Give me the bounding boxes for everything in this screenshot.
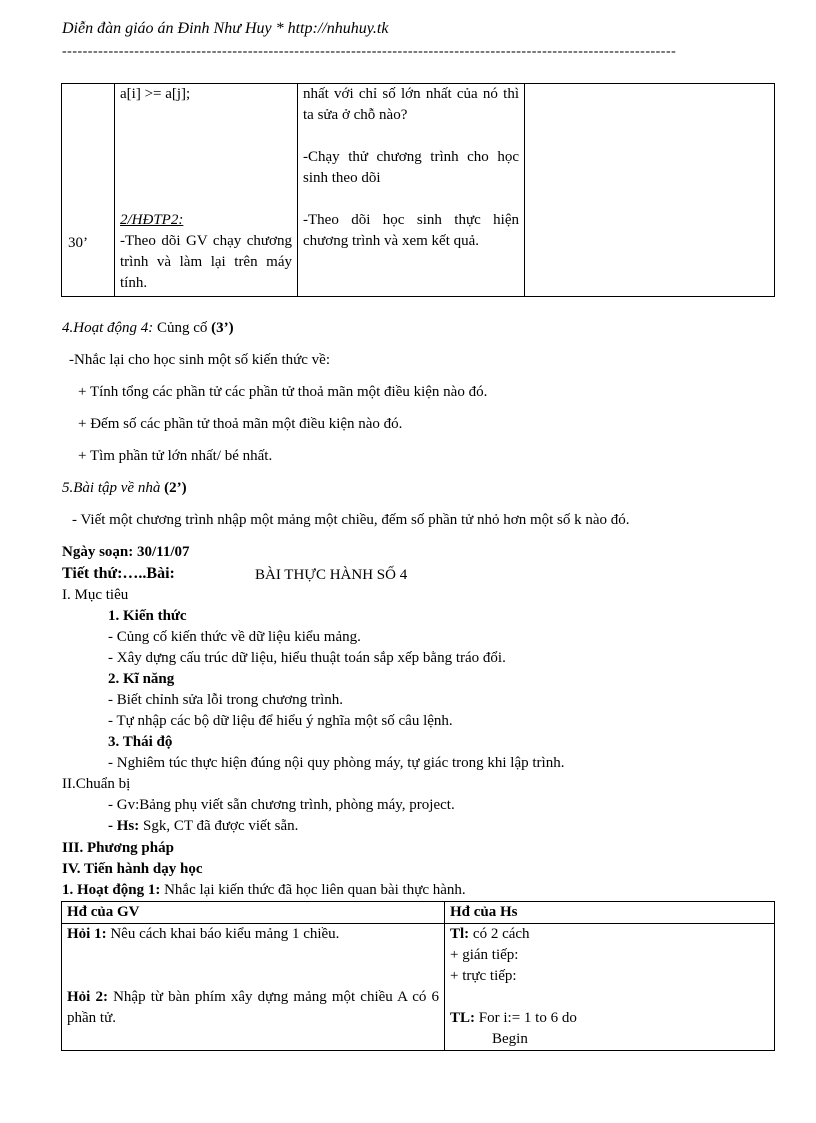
activity1-heading: 1. Hoạt động 1: Nhắc lại kiến thức đã học liên quan bài thực hành. (62, 882, 466, 898)
lesson-title: BÀI THỰC HÀNH SỐ 4 (255, 567, 408, 583)
teacher-questions-cell (62, 924, 445, 1051)
time-cell (62, 84, 115, 297)
lesson-number-label: Tiết thứ:…..Bài: (62, 565, 175, 582)
objective-item: - Củng cố kiến thức về dữ liệu kiểu mảng. (108, 629, 361, 645)
question-1: Hỏi 1: Nêu cách khai báo kiểu mảng 1 chiều. (67, 926, 340, 942)
hs-paragraph-2: -Chạy thử chương trình cho học sinh theo dõi (303, 149, 519, 186)
activity1-table (61, 901, 775, 1051)
subsection-attitude: 3. Thái độ (108, 734, 173, 750)
question-2: Hỏi 2: Nhập từ bàn phím xây dựng mảng một chiều A có 6 phần tử. (67, 989, 440, 1026)
student-answers-cell (445, 924, 775, 1051)
code-line: a[i] >= a[j]; (120, 86, 191, 102)
notes-cell (525, 84, 775, 297)
section-method: III. Phương pháp (62, 840, 174, 856)
answer-2-begin: Begin (492, 1031, 528, 1047)
subsection-knowledge: 1. Kiến thức (108, 608, 187, 624)
sub-activity-text: -Theo dõi GV chạy chương trình và làm lại trên máy tính. (120, 233, 292, 291)
objective-item: - Xây dựng cấu trúc dữ liệu, hiểu thuật toán sắp xếp bằng tráo đổi. (108, 650, 506, 666)
homework-heading: 5.Bài tập về nhà (2’) (62, 480, 187, 496)
activity4-item: + Tìm phần tử lớn nhất/ bé nhất. (78, 448, 273, 464)
subsection-skills: 2. Kĩ năng (108, 671, 175, 687)
page-header: Diễn đàn giáo án Đinh Như Huy * http://nhuhuy.tk (62, 20, 389, 37)
objective-item: - Biết chỉnh sửa lỗi trong chương trình. (108, 692, 343, 708)
activity4-item: + Đếm số các phần tử thoả mãn một điều kiện nào đó. (78, 416, 403, 432)
teacher-activity-cell (298, 84, 525, 297)
answer-2: TL: For i:= 1 to 6 do (450, 1010, 577, 1026)
col-header-teacher: Hđ của GV (62, 902, 445, 924)
date-prepared: Ngày soạn: 30/11/07 (62, 544, 190, 560)
section-preparation: II.Chuẩn bị (62, 776, 131, 792)
activity4-item: + Tính tổng các phần tử các phần tử thoả mãn một điều kiện nào đó. (78, 384, 488, 400)
header-divider: ----------------------------------------------------------------------------------------------------------------------- (62, 44, 677, 59)
section-objectives: I. Mục tiêu (62, 587, 129, 603)
activity4-heading: 4.Hoạt động 4: Củng cố (3’) (62, 320, 234, 336)
col-header-student: Hđ của Hs (445, 902, 775, 924)
time-value: 30’ (68, 235, 88, 251)
student-activity-cell (115, 84, 298, 297)
prep-student: - Hs: Sgk, CT đã được viết sẵn. (108, 818, 299, 834)
sub-activity-label: 2/HĐTP2: (120, 212, 184, 228)
section-procedure: IV. Tiến hành dạy học (62, 861, 203, 877)
activity4-intro: -Nhắc lại cho học sinh một số kiến thức về: (69, 352, 330, 368)
homework-text: - Viết một chương trình nhập một mảng một chiều, đếm số phần tử nhỏ hơn một số k nào đó. (72, 512, 630, 528)
answer-1: Tl: có 2 cách (450, 926, 530, 942)
objective-item: - Nghiêm túc thực hiện đúng nội quy phòng máy, tự giác trong khi lập trình. (108, 755, 565, 771)
lesson-table-continued (61, 83, 775, 297)
answer-1-item: + gián tiếp: (450, 947, 519, 963)
prep-teacher: - Gv:Bảng phụ viết sẵn chương trình, phòng máy, project. (108, 797, 455, 813)
hs-paragraph-3: -Theo dõi học sinh thực hiện chương trình và xem kết quả. (303, 212, 519, 249)
hs-paragraph-1: nhất với chỉ số lớn nhất của nó thì ta sửa ở chỗ nào? (303, 86, 519, 123)
objective-item: - Tự nhập các bộ dữ liệu để hiểu ý nghĩa một số câu lệnh. (108, 713, 453, 729)
answer-1-item: + trực tiếp: (450, 968, 517, 984)
